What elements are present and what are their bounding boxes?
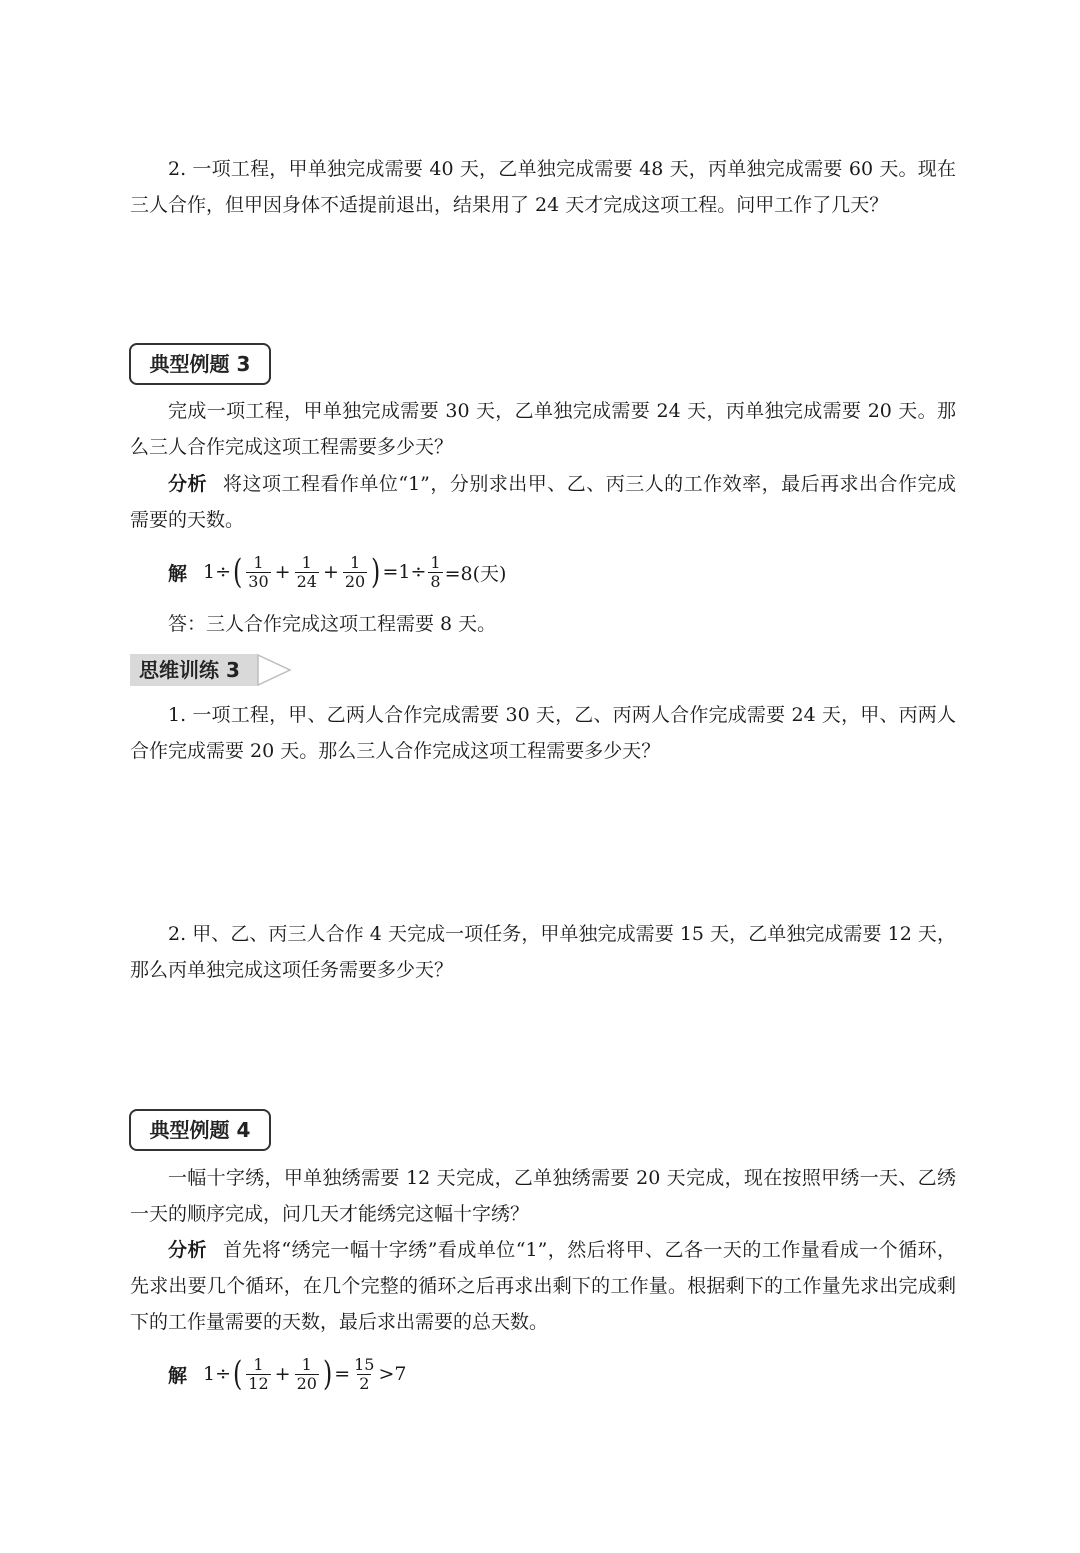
example-3-analysis bbox=[130, 466, 956, 538]
example-4-heading: 典型例题 4 bbox=[129, 1109, 271, 1151]
eq-lead: 1÷ bbox=[203, 561, 232, 583]
question-2-text: 2. 一项工程，甲单独完成需要 40 天，乙单独完成需要 48 天，丙单独完成需要 60 天。现在三人合作，但甲因身体不适提前退出，结果用了 24 天才完成这项工程。问甲工作了几天？ bbox=[130, 158, 956, 216]
fraction: $\frac{1}{12}$ bbox=[248, 1354, 269, 1393]
eq-mid: = bbox=[334, 1363, 351, 1385]
training-3-q2: 2. 甲、乙、丙三人合作 4 天完成一项任务，甲单独完成需要 15 天，乙单独完成需要 12 天，那么丙单独完成这项任务需要多少天？ bbox=[130, 923, 956, 981]
analysis-text: 首先将“绣完一幅十字绣”看成单位“1”，然后将甲、乙各一天的工作量看成一个循环，先求出要几个循环，在几个完整的循环之后再求出剩下的工作量。根据剩下的工作量先求出完成剩下的工作量需要的天数，最后求出需要的总天数。 bbox=[130, 1239, 956, 1333]
fraction: $\frac{1}{20}$ bbox=[344, 552, 366, 591]
right-paren: ) bbox=[371, 552, 381, 592]
analysis-label: 分析 bbox=[168, 473, 207, 495]
fraction: $\frac{1}{20}$ bbox=[296, 1354, 317, 1393]
analysis-text: 将这项工程看作单位“1”，分别求出甲、乙、丙三人的工作效率，最后再求出合作完成需要的天数。 bbox=[130, 473, 956, 531]
example-4-solution: 解 1÷ ( $\frac{1}{12}$ + $\frac{1}{20}$ ) = $\frac{15}{2}$ >7 bbox=[168, 1354, 407, 1394]
eq-tail: >7 bbox=[378, 1363, 407, 1385]
example-3-problem: 完成一项工程，甲单独完成需要 30 天，乙单独完成需要 24 天，丙单独完成需要 20 天。那么三人合作完成这项工程需要多少天？ bbox=[130, 400, 956, 458]
training-3-title: 思维训练 3 bbox=[139, 658, 240, 682]
example-3-answer: 答：三人合作完成这项工程需要 8 天。 bbox=[168, 613, 497, 635]
eq-lead: 1÷ bbox=[203, 1363, 232, 1385]
example-3-solution: 解 1÷ ( $\frac{1}{30}$ + $\frac{1}{24}$ + $\frac{1}{20}$ ) =1÷ $\frac{1}{8}$ =8(天) bbox=[168, 552, 507, 592]
fraction: $\frac{1}{30}$ bbox=[248, 552, 269, 591]
fraction: $\frac{1}{8}$ bbox=[430, 552, 441, 591]
right-paren: ) bbox=[322, 1354, 333, 1394]
eq-tail: =8(天) bbox=[444, 562, 507, 585]
solution-label: 解 bbox=[168, 1364, 188, 1387]
training-3-q1: 1. 一项工程，甲、乙两人合作完成需要 30 天，乙、丙两人合作完成需要 24 天，甲、丙两人合作完成需要 20 天。那么三人合作完成这项工程需要多少天？ bbox=[130, 704, 956, 762]
fraction: $\frac{1}{24}$ bbox=[296, 552, 317, 591]
left-paren: ( bbox=[233, 552, 243, 592]
example-4-problem: 一幅十字绣，甲单独绣需要 12 天完成，乙单独绣需要 20 天完成，现在按照甲绣一天、乙绣一天的顺序完成，问几天才能绣完这幅十字绣？ bbox=[130, 1167, 956, 1225]
example-3-heading: 典型例题 3 bbox=[129, 343, 271, 385]
training-3-heading bbox=[130, 654, 292, 686]
analysis-label: 分析 bbox=[168, 1239, 207, 1261]
fraction: $\frac{15}{2}$ bbox=[354, 1354, 375, 1393]
eq-mid: =1÷ bbox=[382, 561, 427, 583]
solution-label: 解 bbox=[168, 562, 188, 585]
left-paren: ( bbox=[233, 1354, 243, 1394]
example-4-analysis bbox=[130, 1232, 956, 1340]
